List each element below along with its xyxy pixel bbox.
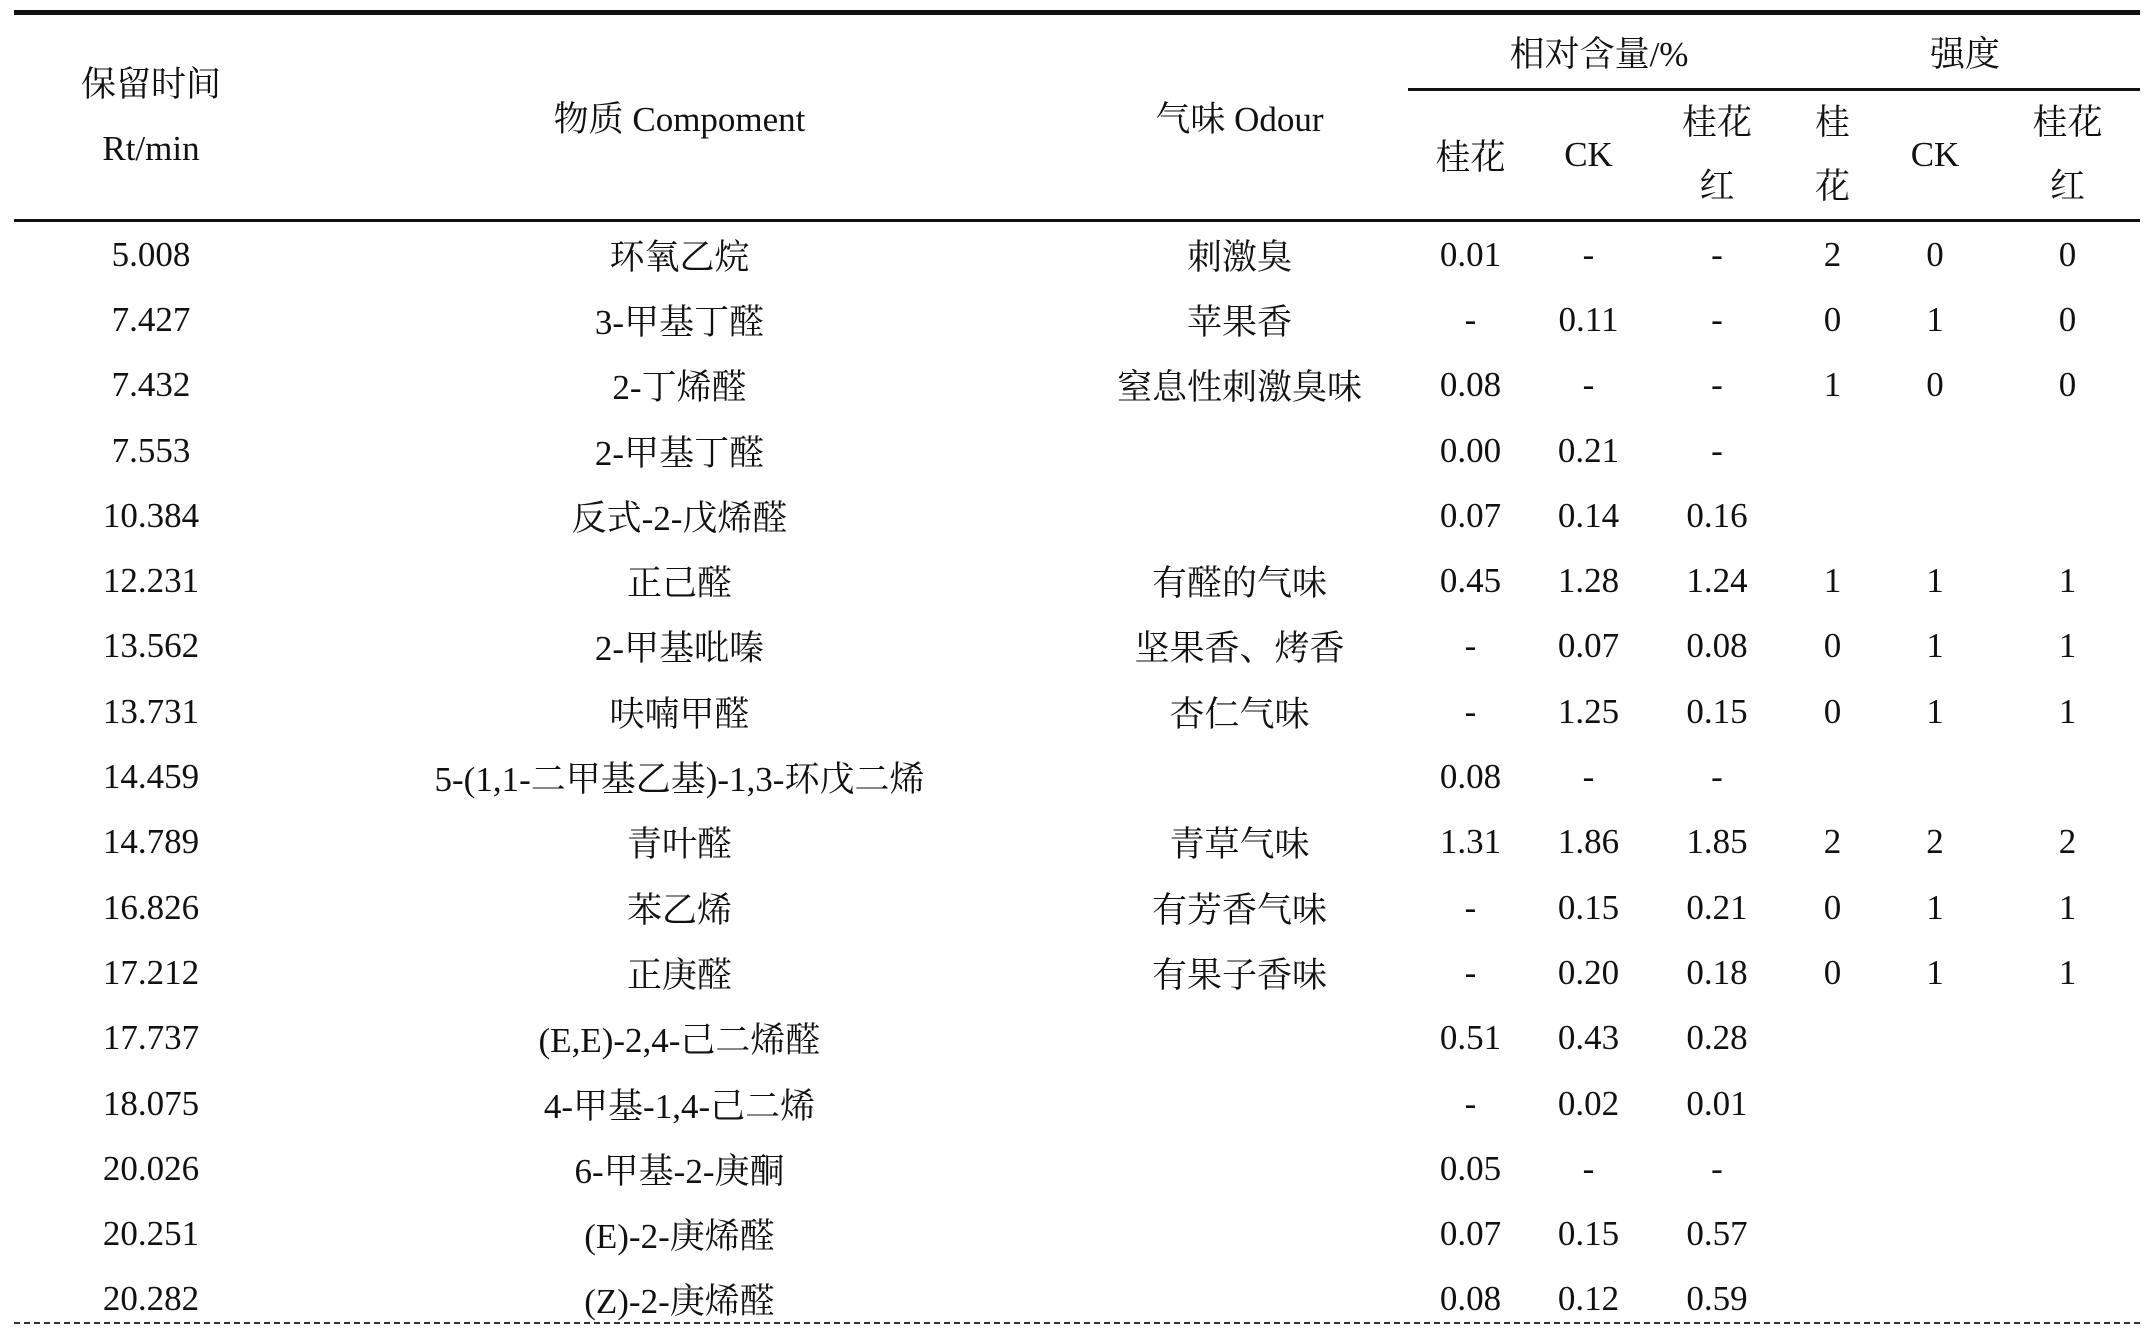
- content-guihuahong-cell: 0.59: [1686, 1279, 1748, 1319]
- content-ck-cell: 0.02: [1557, 1083, 1620, 1123]
- retention-time-cell: 20.026: [102, 1148, 200, 1188]
- compound-cell: 反式-2-戊烯醛: [571, 498, 788, 538]
- intensity-guihuahong-cell: 0: [2058, 234, 2077, 274]
- intensity-guihuahong-cell: [1995, 418, 2140, 483]
- table-row: [14, 679, 2140, 744]
- intensity-guihua-cell: [1790, 1006, 1875, 1071]
- intensity-guihua-cell: [1790, 744, 1875, 809]
- volatile-compounds-table: [14, 10, 2140, 1332]
- odour-cell: [1071, 1006, 1408, 1071]
- intensity-guihuahong-cell: [1995, 1071, 2140, 1136]
- compound-cell: (Z)-2-庚烯醛: [584, 1282, 775, 1322]
- intensity-ck-cell: 1: [1926, 626, 1944, 666]
- retention-time-cell: 13.731: [102, 691, 200, 731]
- compound-cell: 6-甲基-2-庚酮: [574, 1151, 785, 1191]
- compound-cell: 青叶醛: [626, 825, 732, 865]
- retention-time-cell: 20.251: [102, 1214, 200, 1254]
- intensity-ck-cell: [1875, 1201, 1995, 1266]
- intensity-guihuahong-cell: [1995, 483, 2140, 548]
- content-ck-cell: 0.21: [1557, 430, 1620, 470]
- table-row: [14, 940, 2140, 1005]
- intensity-guihuahong-header: 桂花 红: [1995, 90, 2140, 221]
- compound-cell: 呋喃甲醛: [609, 694, 750, 734]
- content-guihua-cell: -: [1464, 299, 1477, 339]
- content-guihuahong-cell: 0.28: [1686, 1018, 1748, 1058]
- content-guihuahong-cell: -: [1711, 365, 1723, 405]
- compound-cell: (E,E)-2,4-己二烯醛: [538, 1021, 821, 1061]
- retention-time-cell: 20.282: [102, 1279, 200, 1319]
- intensity-guihua-cell: 0: [1823, 691, 1842, 731]
- intensity-guihuahong-cell: [1995, 1201, 2140, 1266]
- compound-cell: 5-(1,1-二甲基乙基)-1,3-环戊二烯: [434, 760, 925, 800]
- intensity-guihuahong-cell: 1: [2058, 626, 2077, 666]
- intensity-guihua-cell: [1790, 1136, 1875, 1201]
- intensity-ck-cell: [1875, 1136, 1995, 1201]
- intensity-ck-cell: 2: [1926, 822, 1944, 862]
- odour-cell: 有醛的气味: [1151, 564, 1327, 604]
- intensity-guihuahong-cell: 1: [2058, 887, 2077, 927]
- content-guihua-cell: -: [1464, 952, 1477, 992]
- intensity-guihua-cell: 0: [1823, 887, 1842, 927]
- intensity-ck-cell: [1875, 744, 1995, 809]
- content-ck-cell: 1.28: [1557, 561, 1620, 601]
- retention-time-cell: 7.432: [111, 365, 191, 405]
- intensity-guihua-cell: [1790, 418, 1875, 483]
- content-guihua-cell: 0.45: [1439, 561, 1502, 601]
- content-guihua-cell: 0.07: [1439, 1214, 1502, 1254]
- intensity-guihuahong-cell: 1: [2058, 691, 2077, 731]
- intensity-guihuahong-cell: 1: [2058, 561, 2077, 601]
- retention-time-cell: 5.008: [111, 234, 191, 274]
- retention-time-cell: 10.384: [102, 495, 200, 535]
- compound-cell: 4-甲基-1,4-己二烯: [543, 1086, 816, 1126]
- content-guihuahong-cell: 0.08: [1686, 626, 1748, 666]
- retention-time-header-label: 保留时间 Rt/min: [80, 65, 221, 168]
- content-guihua-cell: 0.07: [1439, 495, 1502, 535]
- content-guihuahong-cell: 0.16: [1686, 495, 1748, 535]
- retention-time-header: [14, 13, 288, 221]
- intensity-guihuahong-cell: 0: [2058, 299, 2077, 339]
- content-guihua-cell: -: [1464, 887, 1477, 927]
- retention-time-cell: 12.231: [102, 561, 200, 601]
- intensity-guihua-cell: 1: [1823, 561, 1842, 601]
- compound-cell: 正己醛: [626, 564, 732, 604]
- odour-cell: 窒息性刺激臭味: [1116, 368, 1362, 408]
- intensity-guihuahong-cell: 0: [2058, 365, 2077, 405]
- content-guihuahong-cell: 0.18: [1686, 952, 1748, 992]
- content-ck-cell: 0.11: [1558, 299, 1619, 339]
- content-ck-header: CK: [1533, 90, 1644, 221]
- odour-cell: [1071, 1201, 1408, 1266]
- content-ck-cell: 0.14: [1557, 495, 1620, 535]
- content-guihuahong-cell: -: [1711, 299, 1723, 339]
- content-guihuahong-cell: 1.85: [1686, 822, 1748, 862]
- table-row: [14, 548, 2140, 613]
- content-ck-cell: -: [1582, 1148, 1595, 1188]
- odour-cell: 杏仁气味: [1169, 694, 1310, 734]
- odour-cell: 坚果香、烤香: [1134, 629, 1345, 669]
- table-row: [14, 744, 2140, 809]
- table-row: [14, 1201, 2140, 1266]
- intensity-guihua-cell: [1790, 1071, 1875, 1136]
- content-ck-cell: 0.12: [1557, 1279, 1620, 1319]
- retention-time-cell: 7.553: [111, 430, 191, 470]
- retention-time-cell: 17.737: [102, 1018, 200, 1058]
- content-guihua-cell: 0.08: [1439, 1279, 1502, 1319]
- table-row: [14, 1006, 2140, 1071]
- intensity-guihua-cell: 2: [1823, 234, 1842, 274]
- content-guihuahong-cell: 0.01: [1686, 1083, 1748, 1123]
- page-break-divider: [14, 1322, 2140, 1324]
- table-row: [14, 810, 2140, 875]
- content-guihua-cell: -: [1464, 626, 1477, 666]
- content-ck-cell: 0.15: [1557, 1214, 1620, 1254]
- retention-time-cell: 14.459: [102, 757, 200, 797]
- compound-cell: (E)-2-庚烯醛: [584, 1217, 775, 1257]
- intensity-ck-cell: [1875, 483, 1995, 548]
- retention-time-cell: 13.562: [102, 626, 200, 666]
- intensity-ck-cell: 0: [1926, 365, 1944, 405]
- compound-cell: 3-甲基丁醛: [594, 302, 765, 342]
- intensity-ck-cell: 1: [1926, 952, 1944, 992]
- content-guihuahong-cell: 0.57: [1686, 1214, 1748, 1254]
- intensity-ck-cell: 1: [1926, 691, 1944, 731]
- retention-time-cell: 16.826: [102, 887, 200, 927]
- intensity-ck-cell: [1875, 1071, 1995, 1136]
- intensity-guihua-cell: 0: [1823, 626, 1842, 666]
- table-row: [14, 221, 2140, 288]
- table-body: [14, 221, 2140, 1333]
- content-guihuahong-header: 桂花 红: [1644, 90, 1790, 221]
- compound-cell: 正庚醛: [626, 955, 732, 995]
- intensity-guihuahong-cell: 1: [2058, 952, 2077, 992]
- content-ck-cell: 0.20: [1557, 952, 1620, 992]
- content-ck-cell: 0.07: [1557, 626, 1620, 666]
- content-ck-cell: 0.15: [1557, 887, 1620, 927]
- content-ck-cell: 1.86: [1557, 822, 1620, 862]
- intensity-guihua-cell: 0: [1823, 952, 1842, 992]
- table-row: [14, 418, 2140, 483]
- content-guihua-cell: 0.51: [1439, 1018, 1502, 1058]
- content-ck-cell: -: [1582, 365, 1595, 405]
- retention-time-cell: 17.212: [102, 952, 200, 992]
- odour-cell: 有芳香气味: [1151, 890, 1327, 930]
- intensity-ck-cell: [1875, 418, 1995, 483]
- content-guihua-cell: -: [1464, 1083, 1477, 1123]
- intensity-ck-cell: 1: [1926, 887, 1944, 927]
- table-row: [14, 483, 2140, 548]
- table-row: [14, 353, 2140, 418]
- retention-time-cell: 14.789: [102, 822, 200, 862]
- intensity-ck-cell: 1: [1926, 299, 1944, 339]
- compound-cell: 2-丁烯醛: [612, 368, 747, 408]
- odour-cell: 苹果香: [1186, 302, 1292, 342]
- content-ck-cell: -: [1582, 234, 1595, 274]
- intensity-guihua-cell: [1790, 483, 1875, 548]
- intensity-guihua-cell: 2: [1823, 822, 1842, 862]
- content-guihuahong-cell: -: [1711, 234, 1723, 274]
- content-ck-cell: 0.43: [1557, 1018, 1620, 1058]
- intensity-ck-cell: 1: [1926, 561, 1944, 601]
- intensity-guihua-cell: [1790, 1201, 1875, 1266]
- intensity-ck-header: CK: [1875, 90, 1995, 221]
- intensity-guihua-header: 桂 花: [1790, 90, 1875, 221]
- content-ck-cell: -: [1582, 757, 1595, 797]
- odour-cell: 青草气味: [1169, 825, 1310, 865]
- odour-cell: 刺激臭: [1186, 237, 1292, 277]
- odour-cell: [1071, 418, 1408, 483]
- table-row: [14, 287, 2140, 352]
- table-row: [14, 1136, 2140, 1201]
- intensity-guihua-cell: 1: [1823, 365, 1842, 405]
- compound-cell: 2-甲基丁醛: [594, 433, 765, 473]
- content-guihuahong-cell: 0.21: [1686, 887, 1748, 927]
- intensity-guihuahong-cell: [1995, 1136, 2140, 1201]
- table-header: [14, 13, 2140, 221]
- odour-cell: [1071, 1071, 1408, 1136]
- compound-cell: 苯乙烯: [626, 890, 732, 930]
- compound-cell: 环氧乙烷: [609, 237, 750, 277]
- content-guihuahong-cell: 1.24: [1686, 561, 1748, 601]
- intensity-ck-cell: 0: [1926, 234, 1944, 274]
- table-row: [14, 1071, 2140, 1136]
- intensity-header: 强度: [1790, 13, 2140, 90]
- relative-content-header: 相对含量/%: [1408, 13, 1790, 90]
- content-guihua-cell: 0.08: [1439, 757, 1502, 797]
- compound-header: 物质 Compoment: [288, 13, 1071, 221]
- content-guihua-header: 桂花: [1408, 90, 1533, 221]
- content-guihua-cell: 0.01: [1439, 234, 1502, 274]
- content-guihuahong-cell: -: [1711, 1148, 1723, 1188]
- odour-cell: [1071, 483, 1408, 548]
- odour-header: 气味 Odour: [1071, 13, 1408, 221]
- intensity-ck-cell: [1875, 1006, 1995, 1071]
- content-guihua-cell: 1.31: [1439, 822, 1502, 862]
- compound-cell: 2-甲基吡嗪: [594, 629, 765, 669]
- content-guihuahong-cell: -: [1711, 757, 1723, 797]
- intensity-guihua-cell: 0: [1823, 299, 1842, 339]
- content-guihua-cell: 0.08: [1439, 365, 1502, 405]
- retention-time-cell: 18.075: [102, 1083, 200, 1123]
- content-guihua-cell: -: [1464, 691, 1477, 731]
- odour-cell: [1071, 1136, 1408, 1201]
- content-guihuahong-cell: -: [1711, 430, 1723, 470]
- intensity-guihuahong-cell: [1995, 1006, 2140, 1071]
- table-row: [14, 875, 2140, 940]
- intensity-guihuahong-cell: [1995, 744, 2140, 809]
- odour-cell: [1071, 744, 1408, 809]
- retention-time-cell: 7.427: [111, 299, 191, 339]
- intensity-guihuahong-cell: 2: [2058, 822, 2077, 862]
- content-ck-cell: 1.25: [1557, 691, 1620, 731]
- content-guihuahong-cell: 0.15: [1686, 691, 1748, 731]
- odour-cell: 有果子香味: [1151, 955, 1327, 995]
- table-row: [14, 614, 2140, 679]
- content-guihua-cell: 0.00: [1439, 430, 1502, 470]
- content-guihua-cell: 0.05: [1439, 1148, 1502, 1188]
